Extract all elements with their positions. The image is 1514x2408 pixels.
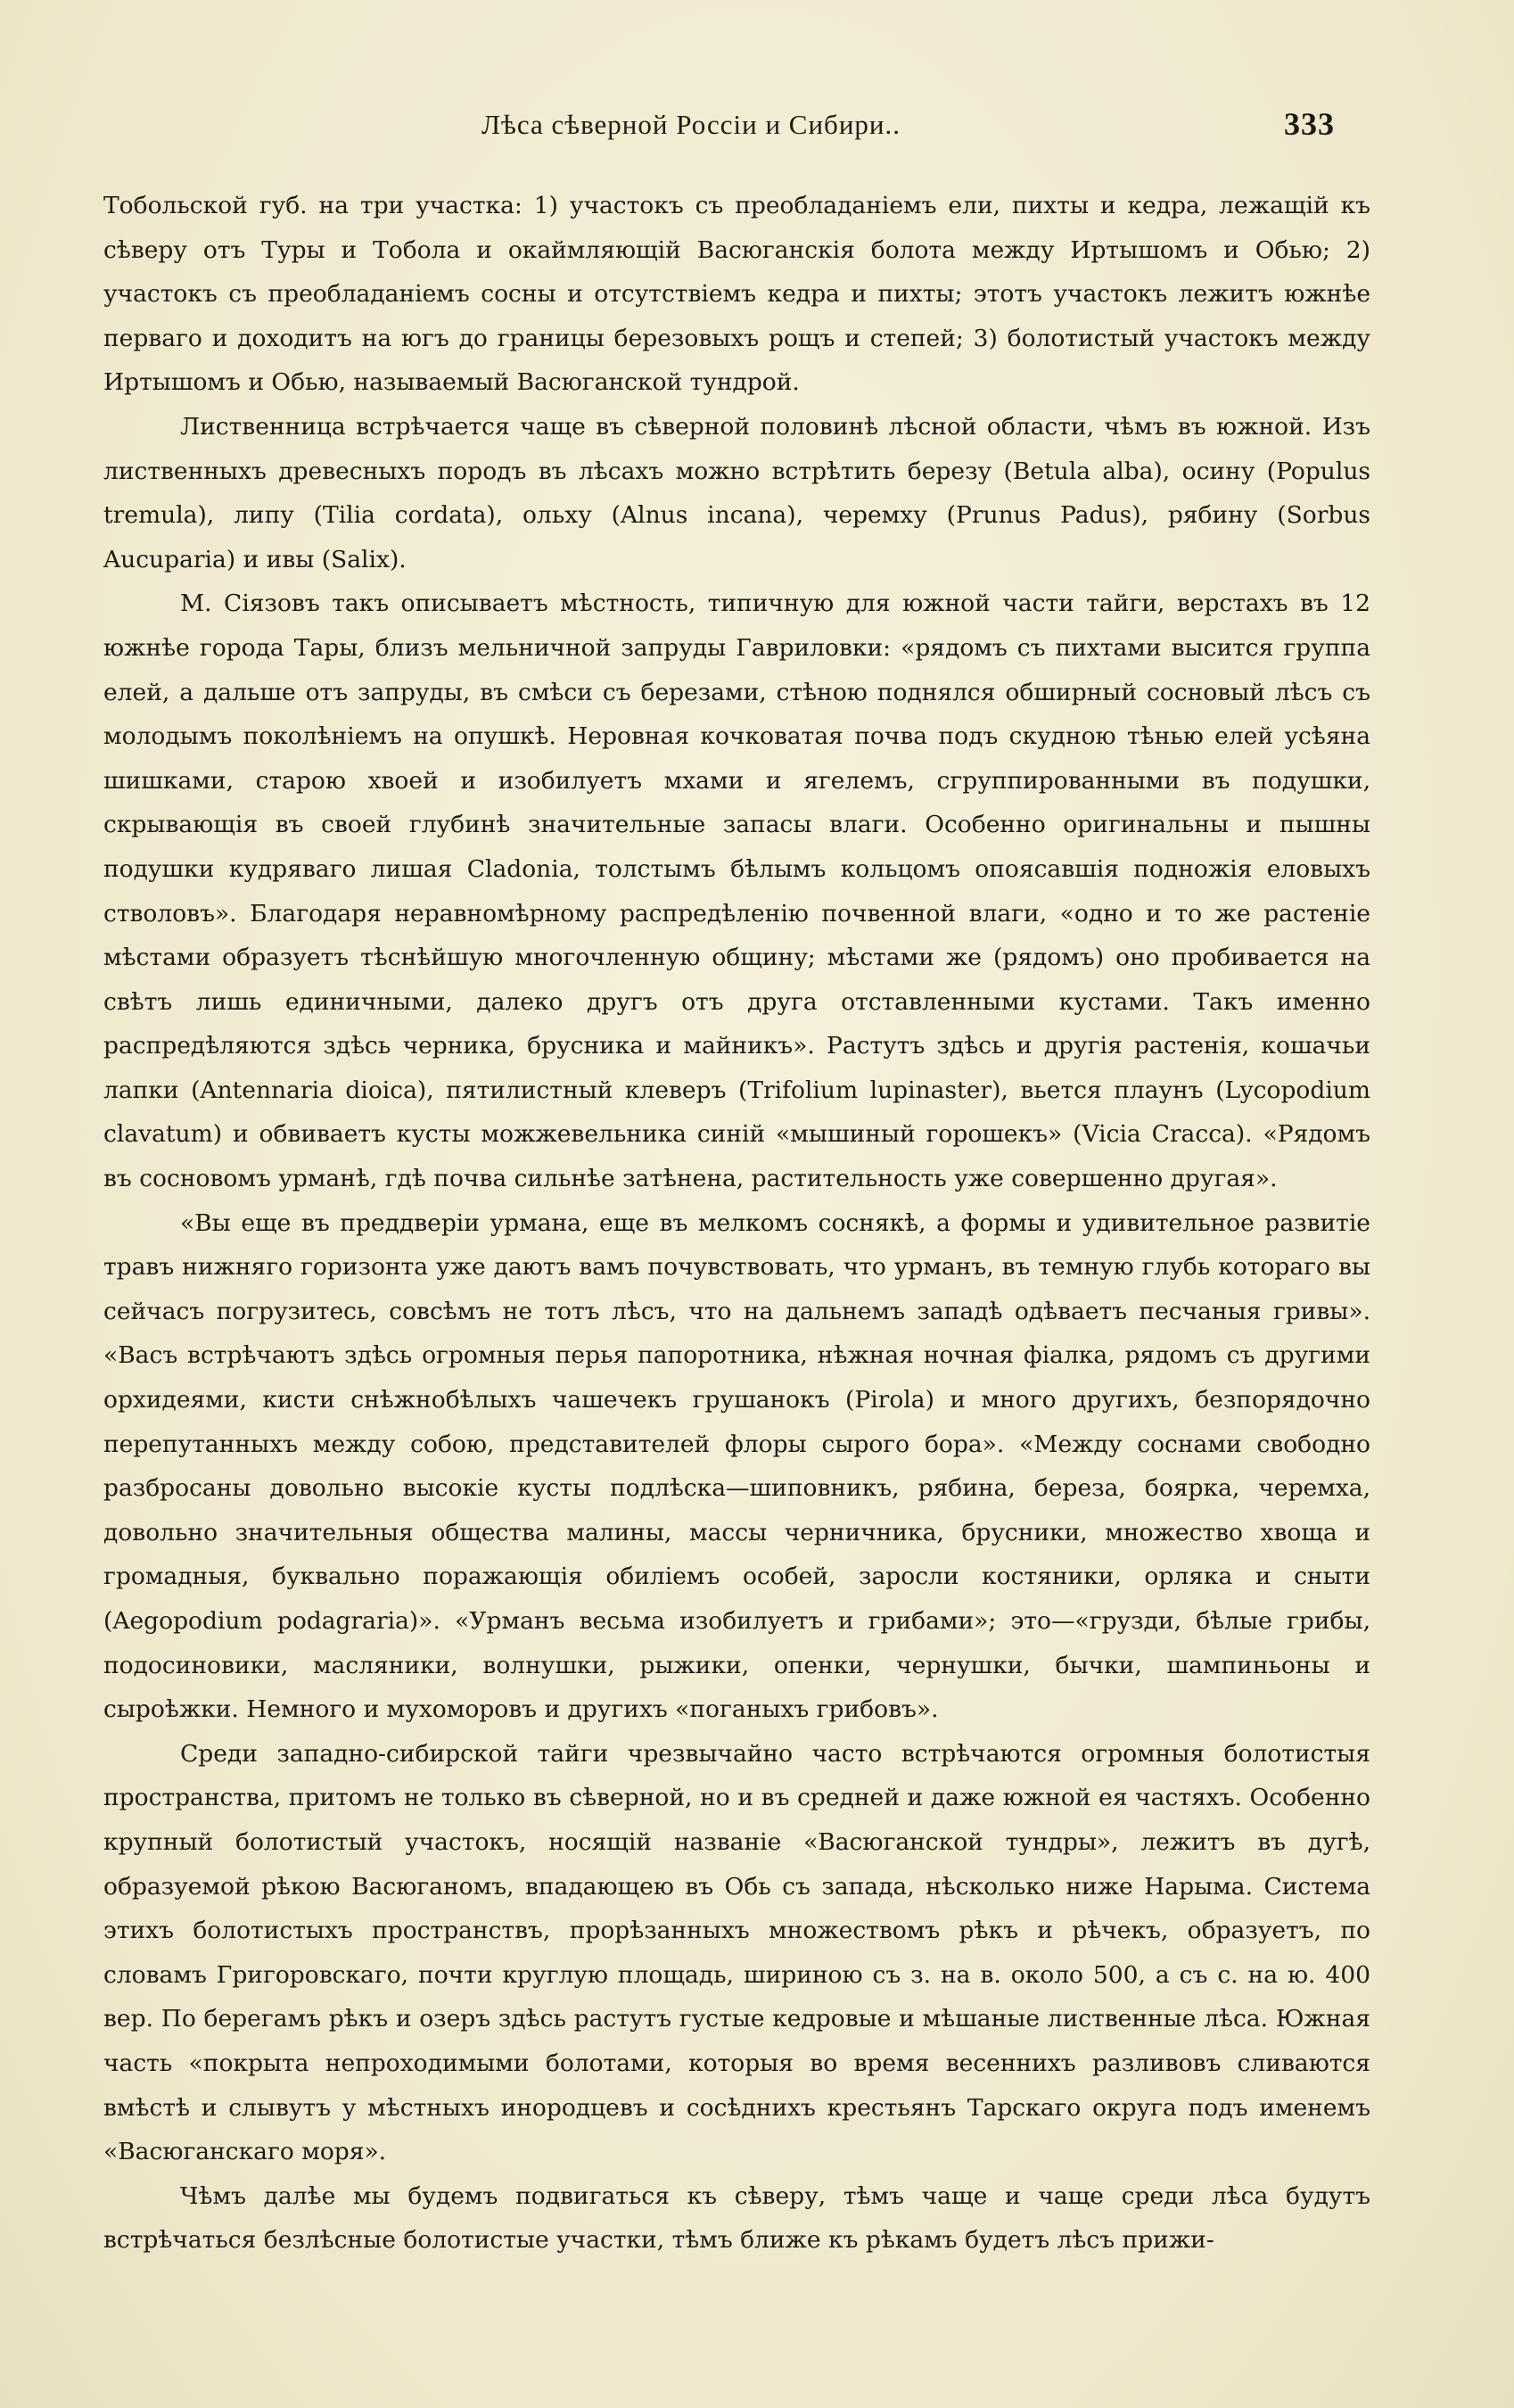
paragraph-vasyugan: Среди западно-сибирской тайги чрезвычайно часто встрѣчаются огромныя болотистыя пространства, притомъ не только въ сѣверной, но и въ средней и даже южной ея частяхъ. Особенно крупный болотистый участокъ, носящій названіе «Васюганской тундры», лежитъ въ дугѣ, образуемой рѣкою Васюганомъ, впадающею въ Обь съ запада, нѣсколько ниже Нарыма. Система этихъ болотистыхъ пространствъ, прорѣзанныхъ множествомъ рѣкъ и рѣчекъ, образуетъ, по словамъ Григоровскаго, почти круглую площадь, шириною съ з. на в. около 500, а съ с. на ю. 400 вер. По берегамъ рѣкъ и озеръ здѣсь растутъ густые кедровые и мѣшаные лиственные лѣса. Южная часть «покрыта непроходимыми болотами, которыя во время весеннихъ разливовъ сливаются вмѣстѣ и слывутъ у мѣстныхъ инородцевъ и сосѣднихъ крестьянъ Тарскаго округа подъ именемъ «Васюганскаго моря». [103, 1739, 1370, 2166]
paragraph-north: Чѣмъ далѣе мы будемъ подвигаться къ сѣверу, тѣмъ чаще и чаще среди лѣса будутъ встрѣчаться безлѣсные болотистые участки, тѣмъ ближе къ рѣкамъ будетъ лѣсъ прижи- [103, 2181, 1370, 2255]
running-title: Лѣса сѣверной Россіи и Сибири.. [481, 109, 901, 140]
paragraph-urman: «Вы еще въ преддверіи урмана, еще въ мелкомъ соснякѣ, а формы и удивительное развитіе травъ нижняго горизонта уже даютъ вамъ почувствовать, что урманъ, въ темную глубь котораго вы сейчасъ погрузитесь, совсѣмъ не тотъ лѣсъ, что на дальнемъ западѣ одѣваетъ песчаныя гривы». «Васъ встрѣчаютъ здѣсь огромныя перья папоротника, нѣжная ночная фіалка, рядомъ съ другими орхидеями, кисти снѣжнобѣлыхъ чашечекъ грушанокъ (Pirola) и много другихъ, безпорядочно перепутанныхъ между собою, представителей флоры сырого бора». «Между соснами свободно разбросаны довольно высокіе кусты подлѣска—шиповникъ, рябина, береза, боярка, черемха, довольно значительныя общества малины, массы черничника, брусники, множество хвоща и громадныя, буквально поражающія обиліемъ особей, заросли костяники, орляка и сныти (Aegopodium podagraria)». «Урманъ весьма изобилуетъ и грибами»; это—«грузди, бѣлые грибы, подосиновики, масляники, волнушки, рыжики, опенки, чернушки, бычки, шампиньоны и сыроѣжки. Немного и мухоморовъ и другихъ «поганыхъ грибовъ». [103, 1208, 1370, 1724]
paragraph-siyazov: М. Сіязовъ такъ описываетъ мѣстность, типичную для южной части тайги, верстахъ въ 12 южнѣе города Тары, близъ мельничной запруды Гавриловки: «рядомъ съ пихтами высится группа елей, а дальше отъ запруды, въ смѣси съ березами, стѣною поднялся обширный сосновый лѣсъ съ молодымъ поколѣніемъ на опушкѣ. Неровная кочковатая почва подъ скудною тѣнью елей усѣяна шишками, старою хвоей и изобилуетъ мхами и ягелемъ, сгруппированными въ подушки, скрывающія въ своей глубинѣ значительные запасы влаги. Особенно оригинальны и пышны подушки кудряваго лишая Cladonia, толстымъ бѣлымъ кольцомъ опоясавшія подножія еловыхъ стволовъ». Благодаря неравномѣрному распредѣленію почвенной влаги, «одно и то же растеніе мѣстами образуетъ тѣснѣйшую многочленную общину; мѣстами же (рядомъ) оно пробивается на свѣтъ лишь единичными, далеко другъ отъ друга отставленными кустами. Такъ именно распредѣляются здѣсь черника, брусника и майникъ». Растутъ здѣсь и другія растенія, кошачьи лапки (Antennaria dioica), пятилистный клеверъ (Trifolium lupinaster), вьется плаунъ (Lycopodium clavatum) и обвиваетъ кусты можжевельника синій «мышиный горошекъ» (Vicia Cracca). «Рядомъ въ сосновомъ урманѣ, гдѣ почва сильнѣе затѣнена, растительность уже совершенно другая». [103, 590, 1370, 1193]
paragraph-larch: Лиственница встрѣчается чаще въ сѣверной половинѣ лѣсной области, чѣмъ въ южной. Изъ лиственныхъ древесныхъ породъ въ лѣсахъ можно встрѣтить березу (Betula alba), осину (Populus tremula), липу (Tilia cordata), ольху (Alnus incana), черемху (Prunus Padus), рябину (Sorbus Aucuparia) и ивы (Salix). [103, 412, 1370, 573]
page-number: 333 [1284, 106, 1335, 142]
page-header [0, 106, 1514, 153]
paragraph-continuation: Тобольской губ. на три участка: 1) участокъ съ преобладаніемъ ели, пихты и кедра, лежащій къ сѣверу отъ Туры и Тобола и окаймляющій Васюганскія болота между Иртышомъ и Обью; 2) участокъ съ преобладаніемъ сосны и отсутствіемъ кедра и пихты; этотъ участокъ лежитъ южнѣе перваго и доходитъ на югъ до границы березовыхъ рощъ и степей; 3) болотистый участокъ между Иртышомъ и Обью, называемый Васюганской тундрой. [103, 192, 1370, 397]
text-body [103, 184, 1370, 2262]
